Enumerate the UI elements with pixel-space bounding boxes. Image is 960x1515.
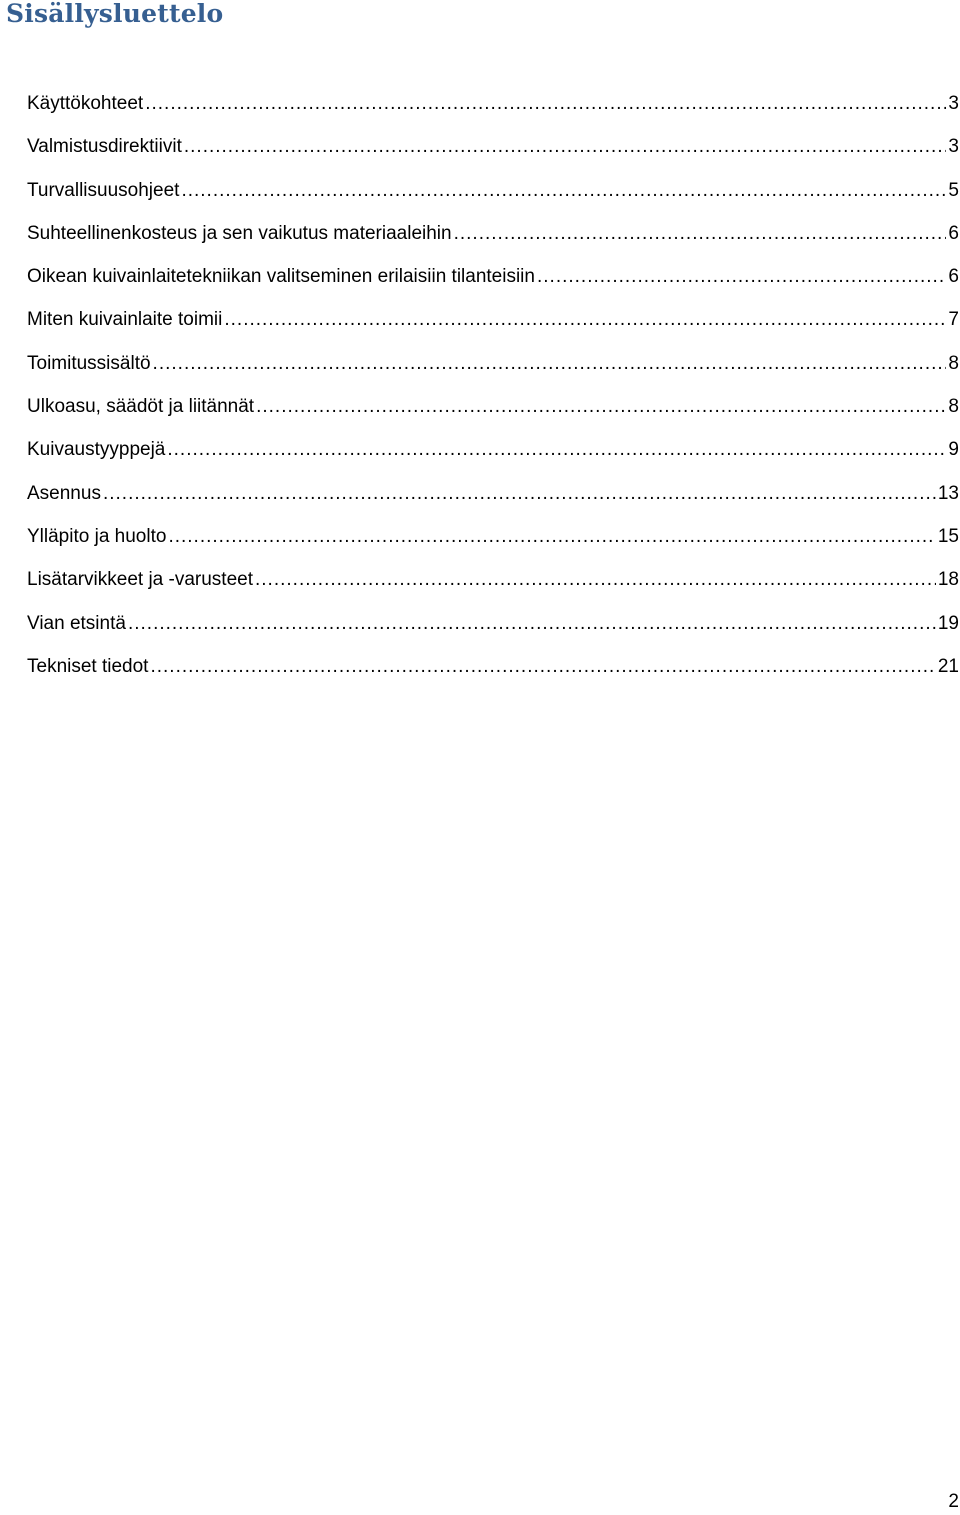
- toc-entry-title: Vian etsintä: [27, 612, 126, 634]
- toc-entry-vian-etsinta[interactable]: [27, 609, 959, 652]
- toc-dot-leader: [184, 132, 947, 162]
- toc-dot-leader: [454, 219, 947, 249]
- page-title: Sisällysluettelo: [6, 0, 224, 28]
- toc-dot-leader: [168, 522, 935, 552]
- toc-entry-asennus[interactable]: [27, 479, 959, 522]
- toc-entry-yllapito[interactable]: [27, 522, 959, 565]
- toc-dot-leader: [255, 565, 936, 595]
- toc-entry-title: Käyttökohteet: [27, 93, 144, 114]
- toc-entry-title: Turvallisuusohjeet: [27, 179, 180, 201]
- toc-dot-leader: [167, 435, 946, 465]
- toc-entry-page: 9: [948, 439, 959, 461]
- toc-dot-leader: [103, 479, 936, 509]
- toc-entry-title: Ulkoasu, säädöt ja liitännät: [27, 396, 255, 418]
- toc-entry-title: Asennus: [27, 482, 101, 504]
- toc-entry-page: 8: [948, 396, 959, 418]
- toc-entry-title: Toimitussisältö: [27, 352, 151, 374]
- toc-dot-leader: [224, 305, 946, 335]
- toc-entry-title: Kuivaustyyppejä: [27, 439, 166, 461]
- toc-dot-leader: [145, 89, 946, 119]
- toc-entry-suhteellinenkosteus[interactable]: [27, 219, 959, 262]
- table-of-contents: [27, 89, 959, 695]
- toc-entry-page: 13: [937, 482, 959, 504]
- toc-entry-page: 5: [948, 179, 959, 201]
- toc-entry-page: 8: [948, 352, 959, 374]
- toc-entry-page: 6: [948, 266, 959, 288]
- toc-entry-page: 21: [937, 655, 959, 677]
- toc-entry-page: 19: [937, 612, 959, 634]
- toc-dot-leader: [128, 609, 936, 639]
- toc-dot-leader: [153, 349, 947, 379]
- toc-entry-turvallisuusohjeet[interactable]: [27, 176, 959, 219]
- toc-entry-title: Tekniset tiedot: [27, 655, 149, 677]
- toc-entry-kuivainlaitetekniikka[interactable]: [27, 262, 959, 305]
- toc-dot-leader: [150, 652, 935, 682]
- toc-entry-toimitussisalto[interactable]: [27, 349, 959, 392]
- toc-dot-leader: [256, 392, 946, 422]
- toc-entry-kayttokohteet[interactable]: [27, 89, 959, 132]
- toc-entry-valmistusdirektiivit[interactable]: [27, 132, 959, 175]
- toc-entry-ulkoasu[interactable]: [27, 392, 959, 435]
- toc-dot-leader: [537, 262, 946, 292]
- toc-entry-title: Valmistusdirektiivit: [27, 136, 182, 158]
- toc-dot-leader: [181, 176, 946, 206]
- toc-entry-page: 7: [948, 309, 959, 331]
- toc-entry-kuivaustyyppeja[interactable]: [27, 435, 959, 478]
- toc-entry-page: 15: [937, 525, 959, 547]
- toc-entry-title: Miten kuivainlaite toimii: [27, 309, 223, 331]
- toc-entry-title: Suhteellinenkosteus ja sen vaikutus materiaaleihin: [27, 222, 452, 244]
- page-number: 2: [948, 1491, 959, 1512]
- toc-entry-tekniset-tiedot[interactable]: [27, 652, 959, 695]
- toc-entry-page: 6: [948, 222, 959, 244]
- toc-entry-title: Lisätarvikkeet ja -varusteet: [27, 569, 253, 591]
- toc-entry-title: Ylläpito ja huolto: [27, 525, 167, 547]
- toc-entry-miten-toimii[interactable]: [27, 305, 959, 348]
- toc-entry-lisatarvikkeet[interactable]: [27, 565, 959, 608]
- toc-entry-page: 3: [948, 93, 959, 114]
- toc-entry-title: Oikean kuivainlaitetekniikan valitseminen erilaisiin tilanteisiin: [27, 266, 535, 288]
- toc-entry-page: 3: [948, 136, 959, 158]
- toc-entry-page: 18: [937, 569, 959, 591]
